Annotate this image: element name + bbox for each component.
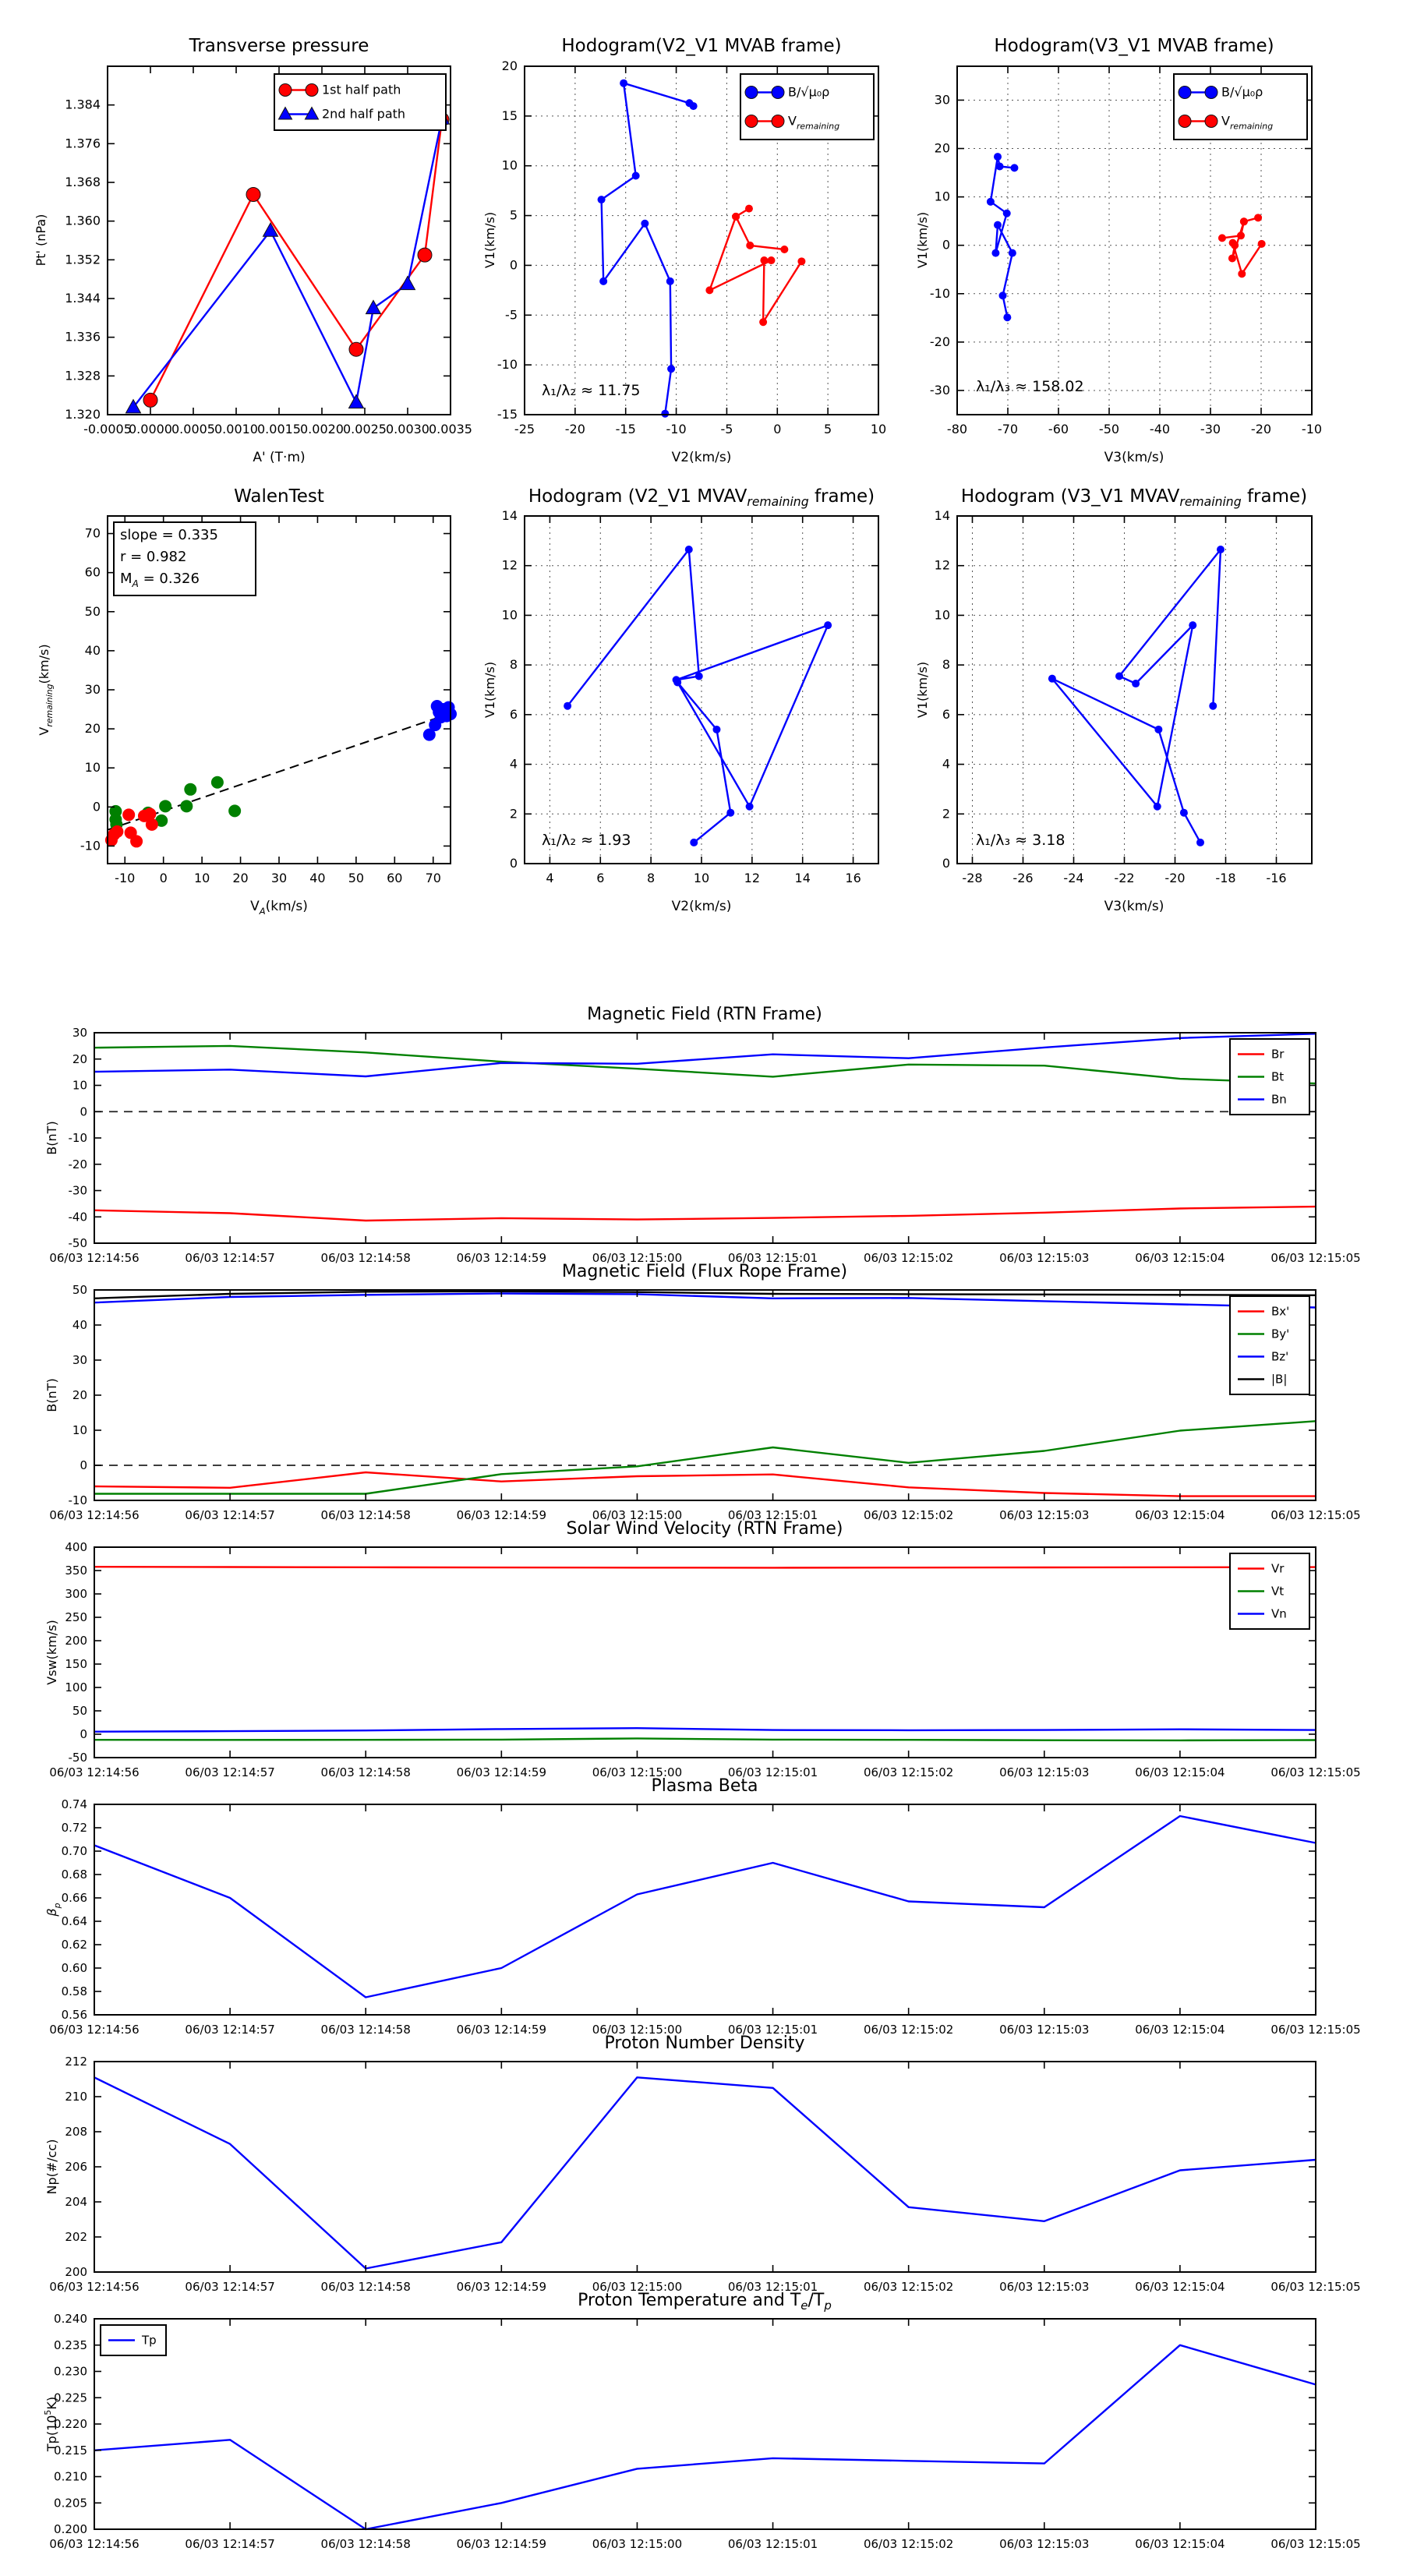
svg-text:V1(km/s): V1(km/s) — [915, 211, 930, 269]
svg-text:06/03 12:14:59: 06/03 12:14:59 — [456, 2537, 547, 2551]
svg-text:0.58: 0.58 — [61, 1984, 87, 1998]
svg-text:06/03 12:15:05: 06/03 12:15:05 — [1270, 2537, 1361, 2551]
svg-text:06/03 12:14:58: 06/03 12:14:58 — [320, 2280, 411, 2294]
svg-text:212: 212 — [65, 2055, 87, 2069]
chart-hodo_v3 — [915, 486, 1312, 914]
svg-text:|B|: |B| — [1271, 1372, 1288, 1387]
svg-text:-50: -50 — [1098, 422, 1120, 436]
svg-text:Magnetic Field (RTN Frame): Magnetic Field (RTN Frame) — [587, 1005, 822, 1024]
svg-text:λ₁/λ₃ ≈ 158.02: λ₁/λ₃ ≈ 158.02 — [976, 378, 1084, 395]
svg-text:-10: -10 — [929, 285, 950, 301]
svg-text:0.0030: 0.0030 — [386, 422, 429, 436]
chart-transverse — [34, 36, 472, 465]
svg-text:06/03 12:14:57: 06/03 12:14:57 — [185, 2023, 275, 2037]
svg-text:1.352: 1.352 — [65, 252, 101, 267]
svg-text:10: 10 — [72, 1078, 87, 1093]
svg-text:10: 10 — [934, 607, 950, 623]
svg-text:5: 5 — [824, 422, 832, 436]
svg-text:-24: -24 — [1063, 871, 1084, 885]
svg-text:MA​ = 0.326: $M_A = 0.326$ — [120, 571, 200, 589]
svg-text:0: 0 — [80, 1104, 87, 1119]
svg-text:-15: -15 — [615, 422, 636, 436]
svg-text:0.0000: 0.0000 — [129, 422, 172, 436]
svg-text:1.360: 1.360 — [65, 213, 101, 228]
svg-text:40: 40 — [72, 1318, 87, 1332]
svg-text:06/03 12:14:59: 06/03 12:14:59 — [456, 2280, 547, 2294]
svg-text:Bn: Bn — [1271, 1092, 1287, 1107]
svg-text:1.328: 1.328 — [65, 368, 101, 383]
svg-text:10: 10 — [193, 871, 210, 885]
svg-text:40: 40 — [84, 642, 101, 658]
svg-text:06/03 12:15:04: 06/03 12:15:04 — [1135, 2023, 1225, 2037]
svg-text:WalenTest: WalenTest — [234, 486, 324, 507]
svg-text:0.64: 0.64 — [61, 1914, 87, 1928]
svg-text:1.344: 1.344 — [65, 291, 101, 306]
svg-text:Hodogram(V3_V1 MVAB frame): Hodogram(V3_V1 MVAB frame) — [994, 36, 1274, 56]
svg-text:Vsw(km/s): Vsw(km/s) — [44, 1620, 59, 1685]
svg-text:14: 14 — [934, 508, 950, 523]
svg-text:06/03 12:15:04: 06/03 12:15:04 — [1135, 1508, 1225, 1522]
svg-text:-10: -10 — [115, 871, 136, 885]
svg-text:0.210: 0.210 — [54, 2469, 87, 2484]
svg-text:Transverse pressure: Transverse pressure — [189, 36, 369, 56]
svg-text:-10: -10 — [1301, 422, 1323, 436]
svg-text:By': By' — [1271, 1327, 1290, 1341]
svg-text:06/03 12:15:02: 06/03 12:15:02 — [863, 1508, 954, 1522]
svg-text:06/03 12:14:58: 06/03 12:14:58 — [320, 2023, 411, 2037]
svg-text:Plasma Beta: Plasma Beta — [651, 1776, 758, 1796]
svg-text:-50: -50 — [68, 1751, 87, 1765]
svg-text:-50: -50 — [68, 1236, 87, 1250]
svg-text:20: 20 — [72, 1388, 87, 1402]
svg-text:-40: -40 — [68, 1210, 87, 1224]
svg-text:V1(km/s): V1(km/s) — [482, 211, 497, 269]
svg-text:210: 210 — [65, 2090, 87, 2104]
svg-text:20: 20 — [84, 721, 101, 737]
svg-text:50: 50 — [348, 871, 365, 885]
svg-text:06/03 12:15:05: 06/03 12:15:05 — [1270, 2023, 1361, 2037]
svg-text:30: 30 — [84, 682, 101, 697]
svg-text:10: 10 — [501, 607, 518, 623]
svg-text:-20: -20 — [929, 334, 950, 349]
svg-text:6: 6 — [596, 871, 605, 885]
svg-text:-10: -10 — [497, 357, 518, 373]
svg-text:300: 300 — [65, 1587, 87, 1601]
svg-text:1.320: 1.320 — [65, 407, 101, 422]
svg-text:20: 20 — [934, 140, 950, 156]
svg-text:06/03 12:14:59: 06/03 12:14:59 — [456, 2023, 547, 2037]
svg-text:0.230: 0.230 — [54, 2364, 87, 2379]
svg-text:-28: -28 — [962, 871, 983, 885]
svg-text:-10: -10 — [80, 838, 101, 853]
svg-text:206: 206 — [65, 2160, 87, 2174]
svg-text:A' (T·m): A' (T·m) — [253, 450, 306, 465]
svg-text:15: 15 — [501, 108, 518, 123]
svg-text:-30: -30 — [929, 382, 950, 398]
svg-text:06/03 12:15:03: 06/03 12:15:03 — [999, 1251, 1090, 1265]
svg-text:06/03 12:14:57: 06/03 12:14:57 — [185, 1508, 275, 1522]
svg-text:βp​: $\beta_p$ — [44, 1903, 62, 1917]
svg-text:Vr: Vr — [1271, 1561, 1285, 1576]
svg-text:06/03 12:14:57: 06/03 12:14:57 — [185, 2280, 275, 2294]
svg-text:-10: -10 — [68, 1131, 87, 1145]
svg-text:06/03 12:15:04: 06/03 12:15:04 — [1135, 1765, 1225, 1779]
svg-text:5: 5 — [509, 207, 518, 223]
svg-text:06/03 12:14:57: 06/03 12:14:57 — [185, 1765, 275, 1779]
svg-text:-26: -26 — [1012, 871, 1034, 885]
chart-hodo_b2 — [482, 36, 886, 465]
svg-text:0.70: 0.70 — [61, 1844, 87, 1858]
svg-text:1.384: 1.384 — [65, 97, 101, 112]
svg-text:Bt: Bt — [1271, 1069, 1285, 1084]
svg-text:r = 0.982: r = 0.982 — [120, 549, 187, 565]
svg-text:250: 250 — [65, 1610, 87, 1624]
svg-text:06/03 12:14:58: 06/03 12:14:58 — [320, 1508, 411, 1522]
svg-text:40: 40 — [309, 871, 326, 885]
svg-text:8: 8 — [647, 871, 656, 885]
svg-text:14: 14 — [501, 508, 518, 523]
svg-text:30: 30 — [72, 1026, 87, 1040]
svg-text:0.235: 0.235 — [54, 2337, 87, 2352]
svg-text:16: 16 — [845, 871, 861, 885]
svg-text:Hodogram (V2_V1 MVAVremaining​: Hodogram (V2_V1 $MVAV_{remaining}$ frame) — [528, 486, 875, 509]
chart-vsw — [44, 1519, 1361, 1779]
svg-text:06/03 12:15:01: 06/03 12:15:01 — [727, 1251, 818, 1265]
svg-text:06/03 12:15:05: 06/03 12:15:05 — [1270, 1508, 1361, 1522]
svg-text:06/03 12:14:56: 06/03 12:14:56 — [49, 1508, 140, 1522]
svg-text:Vremaining​(km/s): $V_{remaining}(km/s)$ — [37, 644, 55, 736]
svg-text:0.0005: 0.0005 — [171, 422, 215, 436]
svg-text:50: 50 — [84, 603, 101, 619]
svg-text:Solar Wind Velocity (RTN Frame: Solar Wind Velocity (RTN Frame) — [566, 1519, 843, 1539]
svg-text:-16: -16 — [1266, 871, 1287, 885]
svg-text:0.56: 0.56 — [61, 2008, 87, 2022]
svg-text:Hodogram (V3_V1 MVAVremaining​: Hodogram (V3_V1 $MVAV_{remaining}$ frame) — [960, 486, 1308, 509]
svg-text:10: 10 — [934, 189, 950, 204]
svg-text:-30: -30 — [1200, 422, 1221, 436]
svg-text:-5: -5 — [505, 307, 518, 323]
svg-text:10: 10 — [84, 760, 101, 776]
svg-text:4: 4 — [509, 756, 518, 772]
svg-text:-20: -20 — [564, 422, 585, 436]
svg-text:50: 50 — [72, 1704, 87, 1718]
svg-text:λ₁/λ₂ ≈ 11.75: λ₁/λ₂ ≈ 11.75 — [542, 382, 641, 399]
svg-text:06/03 12:14:57: 06/03 12:14:57 — [185, 2537, 275, 2551]
svg-text:-20: -20 — [68, 1157, 87, 1171]
svg-text:Magnetic Field (Flux Rope Fram: Magnetic Field (Flux Rope Frame) — [561, 1262, 848, 1281]
svg-text:06/03 12:14:56: 06/03 12:14:56 — [49, 2537, 140, 2551]
svg-text:14: 14 — [794, 871, 811, 885]
svg-text:350: 350 — [65, 1564, 87, 1578]
chart-bfr — [44, 1262, 1361, 1522]
svg-text:204: 204 — [65, 2195, 87, 2209]
svg-text:0: 0 — [80, 1458, 87, 1472]
svg-text:Tp: Tp — [142, 2333, 157, 2348]
svg-text:06/03 12:14:59: 06/03 12:14:59 — [456, 1251, 547, 1265]
svg-text:06/03 12:14:56: 06/03 12:14:56 — [49, 2280, 140, 2294]
svg-text:-40: -40 — [1149, 422, 1171, 436]
svg-text:Bx': Bx' — [1271, 1304, 1290, 1319]
svg-text:-70: -70 — [997, 422, 1019, 436]
svg-text:60: 60 — [84, 564, 101, 580]
svg-text:06/03 12:15:02: 06/03 12:15:02 — [863, 2023, 954, 2037]
svg-text:Np(#/cc): Np(#/cc) — [44, 2139, 59, 2195]
svg-text:B/√μ₀ρ: B/√μ₀ρ — [788, 84, 830, 100]
svg-text:-18: -18 — [1215, 871, 1236, 885]
svg-text:0.0035: 0.0035 — [429, 422, 472, 436]
svg-text:06/03 12:15:00: 06/03 12:15:00 — [592, 1251, 683, 1265]
svg-text:Pt' (nPa): Pt' (nPa) — [34, 214, 48, 267]
svg-text:4: 4 — [546, 871, 554, 885]
svg-text:0: 0 — [942, 856, 950, 871]
svg-text:0.215: 0.215 — [54, 2443, 87, 2458]
svg-text:06/03 12:14:58: 06/03 12:14:58 — [320, 2537, 411, 2551]
chart-beta — [44, 1776, 1361, 2037]
svg-text:06/03 12:15:04: 06/03 12:15:04 — [1135, 1251, 1225, 1265]
svg-text:V2(km/s): V2(km/s) — [671, 450, 732, 465]
svg-text:06/03 12:15:05: 06/03 12:15:05 — [1270, 1765, 1361, 1779]
svg-text:0: 0 — [509, 856, 518, 871]
svg-text:06/03 12:15:00: 06/03 12:15:00 — [592, 2280, 683, 2294]
svg-text:0: 0 — [159, 871, 168, 885]
svg-text:0: 0 — [509, 257, 518, 273]
svg-text:1.368: 1.368 — [65, 175, 101, 189]
svg-text:1.336: 1.336 — [65, 329, 101, 345]
svg-text:10: 10 — [693, 871, 710, 885]
svg-text:B(nT): B(nT) — [44, 1378, 59, 1412]
chart-walen — [37, 486, 457, 917]
svg-text:06/03 12:15:03: 06/03 12:15:03 — [999, 2280, 1090, 2294]
svg-text:0.0010: 0.0010 — [214, 422, 258, 436]
svg-text:8: 8 — [509, 657, 518, 673]
svg-text:60: 60 — [387, 871, 403, 885]
svg-text:12: 12 — [501, 557, 518, 573]
chart-brtn — [44, 1005, 1361, 1265]
svg-text:Proton Temperature and Te​/Tp​: Proton Temperature and $T_e/T_p$ — [578, 2291, 832, 2313]
svg-text:-10: -10 — [68, 1493, 87, 1507]
svg-text:06/03 12:14:56: 06/03 12:14:56 — [49, 1251, 140, 1265]
svg-text:6: 6 — [942, 706, 950, 722]
svg-text:06/03 12:15:00: 06/03 12:15:00 — [592, 2023, 683, 2037]
svg-text:06/03 12:14:59: 06/03 12:14:59 — [456, 1765, 547, 1779]
svg-text:-0.0005: -0.0005 — [83, 422, 132, 436]
svg-text:06/03 12:15:04: 06/03 12:15:04 — [1135, 2280, 1225, 2294]
svg-text:202: 202 — [65, 2230, 87, 2244]
svg-text:Hodogram(V2_V1 MVAB frame): Hodogram(V2_V1 MVAB frame) — [561, 36, 842, 56]
svg-text:400: 400 — [65, 1540, 87, 1554]
svg-text:-30: -30 — [68, 1183, 87, 1198]
svg-text:06/03 12:15:02: 06/03 12:15:02 — [863, 2280, 954, 2294]
chart-tp — [43, 2291, 1361, 2551]
svg-text:V1(km/s): V1(km/s) — [915, 661, 930, 719]
chart-hodo_v2 — [482, 486, 878, 914]
svg-text:0: 0 — [92, 799, 101, 814]
svg-text:6: 6 — [509, 706, 518, 722]
svg-text:-22: -22 — [1114, 871, 1135, 885]
svg-text:06/03 12:15:03: 06/03 12:15:03 — [999, 1765, 1090, 1779]
svg-text:0.200: 0.200 — [54, 2522, 87, 2536]
svg-text:-20: -20 — [1250, 422, 1272, 436]
svg-text:10: 10 — [501, 157, 518, 173]
svg-text:06/03 12:14:57: 06/03 12:14:57 — [185, 1251, 275, 1265]
svg-text:-5: -5 — [720, 422, 733, 436]
svg-text:200: 200 — [65, 2265, 87, 2279]
svg-text:06/03 12:14:58: 06/03 12:14:58 — [320, 1765, 411, 1779]
svg-text:8: 8 — [942, 657, 950, 673]
svg-text:12: 12 — [934, 557, 950, 573]
svg-text:0.0015: 0.0015 — [257, 422, 301, 436]
svg-text:B(nT): B(nT) — [44, 1121, 59, 1155]
svg-text:λ₁/λ₃ ≈ 3.18: λ₁/λ₃ ≈ 3.18 — [976, 832, 1066, 849]
svg-text:λ₁/λ₂ ≈ 1.93: λ₁/λ₂ ≈ 1.93 — [542, 832, 631, 849]
svg-text:06/03 12:15:02: 06/03 12:15:02 — [863, 1251, 954, 1265]
svg-text:06/03 12:15:01: 06/03 12:15:01 — [727, 1765, 818, 1779]
svg-text:06/03 12:15:02: 06/03 12:15:02 — [863, 2537, 954, 2551]
svg-text:-15: -15 — [497, 407, 518, 422]
svg-text:V3(km/s): V3(km/s) — [1104, 450, 1164, 465]
svg-text:06/03 12:15:03: 06/03 12:15:03 — [999, 1508, 1090, 1522]
svg-text:06/03 12:14:59: 06/03 12:14:59 — [456, 1508, 547, 1522]
svg-text:150: 150 — [65, 1657, 87, 1671]
svg-text:V1(km/s): V1(km/s) — [482, 661, 497, 719]
svg-text:06/03 12:15:01: 06/03 12:15:01 — [727, 2280, 818, 2294]
svg-text:slope = 0.335: slope = 0.335 — [120, 527, 218, 543]
svg-text:Tp(105​K): $Tp(10^5K)$ — [43, 2396, 59, 2452]
svg-text:-20: -20 — [1164, 871, 1186, 885]
svg-text:V2(km/s): V2(km/s) — [671, 899, 732, 914]
svg-text:0.225: 0.225 — [54, 2390, 87, 2405]
svg-text:10: 10 — [72, 1423, 87, 1437]
svg-text:0.205: 0.205 — [54, 2496, 87, 2511]
svg-text:0.220: 0.220 — [54, 2417, 87, 2431]
svg-text:06/03 12:15:00: 06/03 12:15:00 — [592, 2537, 683, 2551]
svg-text:12: 12 — [744, 871, 761, 885]
svg-text:06/03 12:15:00: 06/03 12:15:00 — [592, 1508, 683, 1522]
svg-text:V3(km/s): V3(km/s) — [1104, 899, 1164, 914]
svg-text:20: 20 — [501, 58, 518, 73]
svg-text:06/03 12:15:04: 06/03 12:15:04 — [1135, 2537, 1225, 2551]
svg-text:-80: -80 — [946, 422, 968, 436]
svg-text:Proton Number Density: Proton Number Density — [604, 2034, 805, 2053]
svg-text:06/03 12:15:01: 06/03 12:15:01 — [727, 2537, 818, 2551]
svg-text:20: 20 — [232, 871, 249, 885]
svg-text:06/03 12:14:56: 06/03 12:14:56 — [49, 2023, 140, 2037]
svg-text:-10: -10 — [666, 422, 687, 436]
svg-text:06/03 12:15:00: 06/03 12:15:00 — [592, 1765, 683, 1779]
chart-hodo_b3 — [915, 36, 1322, 465]
svg-text:06/03 12:15:01: 06/03 12:15:01 — [727, 2023, 818, 2037]
svg-text:30: 30 — [270, 871, 288, 885]
svg-text:2: 2 — [942, 806, 950, 822]
svg-text:0.72: 0.72 — [61, 1821, 87, 1835]
svg-text:10: 10 — [870, 422, 887, 436]
svg-text:06/03 12:14:58: 06/03 12:14:58 — [320, 1251, 411, 1265]
svg-text:0: 0 — [942, 237, 950, 253]
svg-text:2nd half path: 2nd half path — [322, 106, 406, 122]
svg-text:70: 70 — [84, 525, 101, 541]
svg-text:0.68: 0.68 — [61, 1868, 87, 1882]
svg-text:50: 50 — [72, 1283, 87, 1297]
svg-text:0: 0 — [80, 1727, 87, 1741]
svg-text:20: 20 — [72, 1051, 87, 1066]
svg-text:06/03 12:15:05: 06/03 12:15:05 — [1270, 2280, 1361, 2294]
svg-text:0.66: 0.66 — [61, 1891, 87, 1905]
svg-text:B/√μ₀ρ: B/√μ₀ρ — [1221, 84, 1263, 100]
svg-text:0.240: 0.240 — [54, 2312, 87, 2326]
svg-text:06/03 12:15:03: 06/03 12:15:03 — [999, 2537, 1090, 2551]
svg-text:1.376: 1.376 — [65, 136, 101, 151]
svg-text:0.0025: 0.0025 — [343, 422, 387, 436]
svg-text:200: 200 — [65, 1634, 87, 1648]
svg-text:06/03 12:15:02: 06/03 12:15:02 — [863, 1765, 954, 1779]
svg-text:0: 0 — [773, 422, 782, 436]
svg-text:2: 2 — [509, 806, 518, 822]
svg-text:-25: -25 — [514, 422, 535, 436]
svg-text:Br: Br — [1271, 1047, 1285, 1062]
svg-text:0.60: 0.60 — [61, 1961, 87, 1975]
svg-text:4: 4 — [942, 756, 950, 772]
svg-text:0.74: 0.74 — [61, 1797, 87, 1811]
svg-text:Vremaining​: $V_{remaining}$ — [1221, 113, 1274, 132]
svg-text:-60: -60 — [1048, 422, 1069, 436]
svg-text:0.0020: 0.0020 — [300, 422, 344, 436]
svg-text:Vt: Vt — [1271, 1584, 1285, 1599]
svg-text:06/03 12:14:56: 06/03 12:14:56 — [49, 1765, 140, 1779]
svg-text:Bz': Bz' — [1271, 1349, 1289, 1364]
svg-text:100: 100 — [65, 1680, 87, 1694]
svg-text:06/03 12:15:05: 06/03 12:15:05 — [1270, 1251, 1361, 1265]
svg-text:06/03 12:15:03: 06/03 12:15:03 — [999, 2023, 1090, 2037]
svg-text:30: 30 — [934, 92, 950, 108]
svg-text:208: 208 — [65, 2125, 87, 2139]
svg-text:06/03 12:15:01: 06/03 12:15:01 — [727, 1508, 818, 1522]
svg-text:VA​(km/s): $V_A(km/s)$ — [250, 899, 308, 917]
svg-text:Vremaining​: $V_{remaining}$ — [788, 113, 840, 132]
svg-text:70: 70 — [425, 871, 441, 885]
svg-text:1st half path: 1st half path — [322, 82, 401, 97]
chart-np — [44, 2034, 1361, 2294]
svg-text:Vn: Vn — [1271, 1606, 1287, 1621]
svg-text:0.62: 0.62 — [61, 1938, 87, 1952]
svg-text:30: 30 — [72, 1353, 87, 1367]
